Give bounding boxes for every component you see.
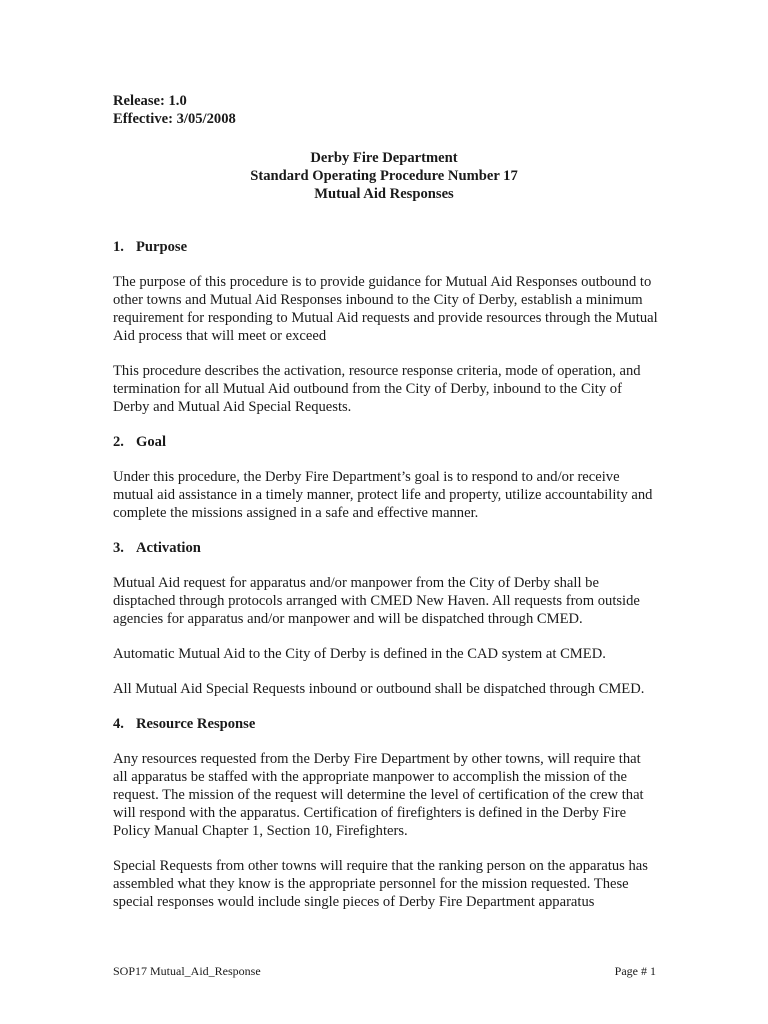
section-number: 3. [113,540,124,556]
section-title: Resource Response [136,716,256,732]
paragraph: This procedure describes the activation, resource response criteria, mode of operation, and termination for all Mutual Aid outbound from the City of Derby, inbound to the City of Derby and Mutual Aid Special Requests. [113,363,641,415]
section-heading-resource-response [113,715,658,733]
paragraph: All Mutual Aid Special Requests inbound or outbound shall be dispatched through CMED. [113,681,645,697]
section-heading-goal [113,433,658,451]
paragraph: Special Requests from other towns will require that the ranking person on the apparatus has assembled what they know is the appropriate personnel for the mission requested. These special responses would include single pieces of Derby Fire Department apparatus [113,858,648,910]
section-title: Activation [136,540,201,556]
section-heading-purpose [113,238,658,256]
sop-subject: Mutual Aid Responses [314,186,454,202]
document-title [0,149,768,203]
footer-document-name: SOP17 Mutual_Aid_Response [113,964,261,978]
release-line: Release: 1.0 [113,93,187,109]
paragraph: Automatic Mutual Aid to the City of Derby is defined in the CAD system at CMED. [113,646,606,662]
section-title: Purpose [136,239,188,255]
section-number: 1. [113,239,124,255]
effective-date-line: Effective: 3/05/2008 [113,111,236,127]
document-body [113,238,658,928]
department-name: Derby Fire Department [310,150,458,166]
paragraph: Any resources requested from the Derby Fire Department by other towns, will require that all apparatus be staffed with the appropriate manpower to accomplish the mission of the request. The mission of the request will determine the level of certification of the crew that will respond with the apparatus. Certification of firefighters is defined in the Derby Fire Policy Manual Chapter 1, Section 10, Firefighters. [113,751,644,839]
sop-number: Standard Operating Procedure Number 17 [250,168,518,184]
paragraph: Mutual Aid request for apparatus and/or manpower from the City of Derby shall be disptached through protocols arranged with CMED New Haven. All requests from outside agencies for apparatus and/or manpower and will be dispatched through CMED. [113,575,640,627]
paragraph: Under this procedure, the Derby Fire Department’s goal is to respond to and/or receive mutual aid assistance in a timely manner, protect life and property, utilize accountability and complete the missions assigned in a safe and effective manner. [113,469,653,521]
paragraph: The purpose of this procedure is to provide guidance for Mutual Aid Responses outbound to other towns and Mutual Aid Responses inbound to the City of Derby, establish a minimum requirement for responding to Mutual Aid requests and provide resources through the Mutual Aid process that will meet or exceed [113,274,658,344]
section-title: Goal [136,434,166,450]
section-heading-activation [113,539,658,557]
section-number: 2. [113,434,124,450]
release-info [113,92,236,128]
section-number: 4. [113,716,124,732]
footer-page-number: Page # 1 [614,964,656,978]
